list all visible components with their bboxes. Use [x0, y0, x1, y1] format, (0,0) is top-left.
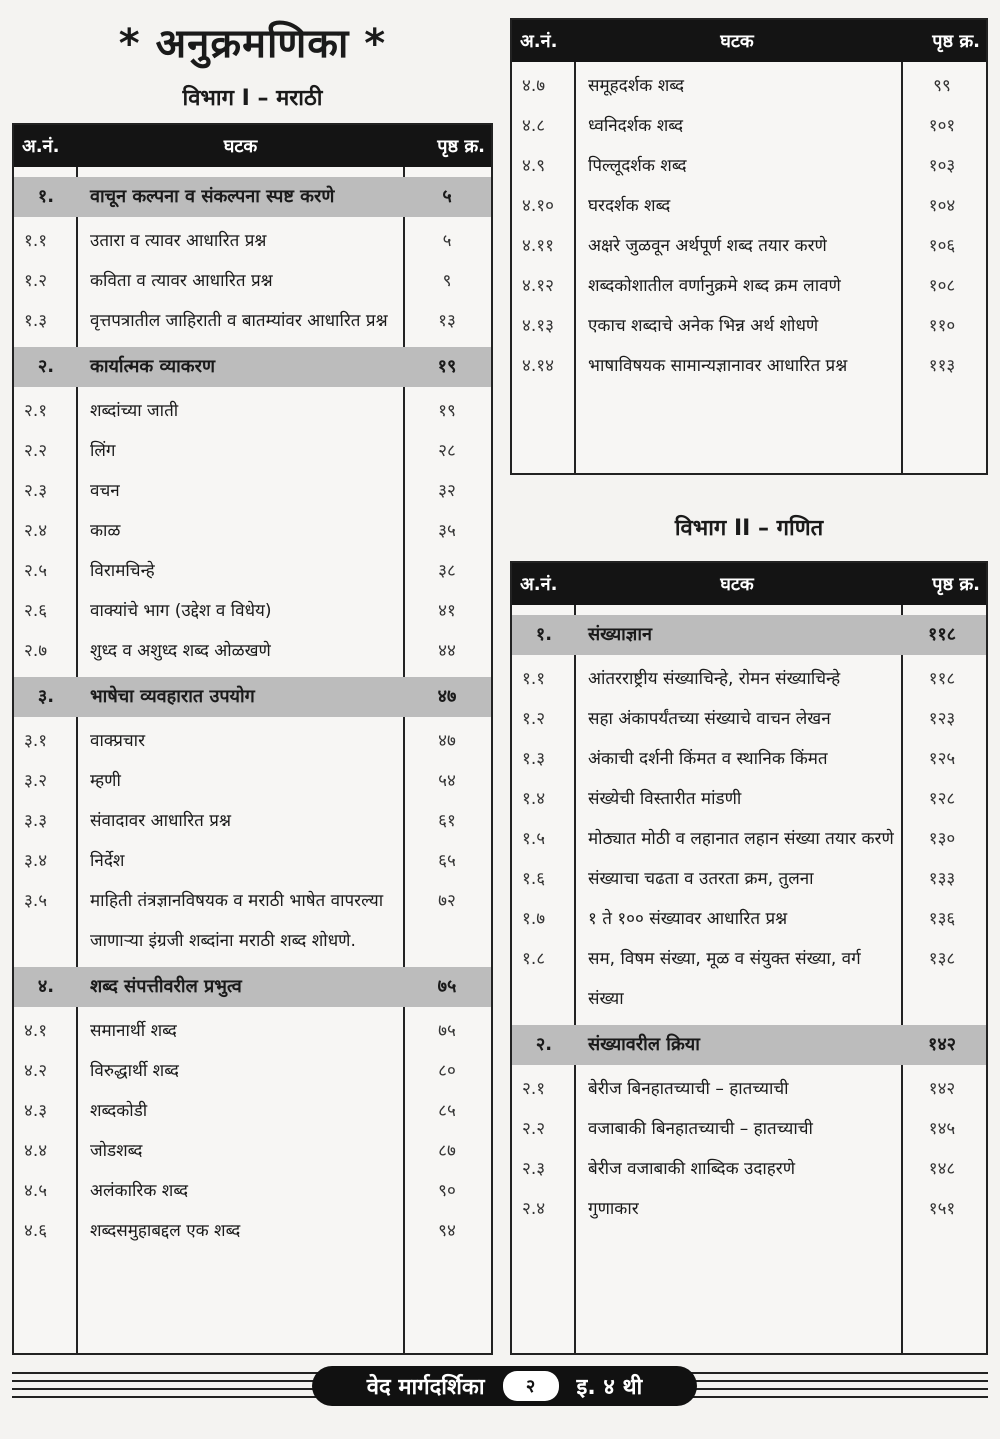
- item-title: संख्येची विस्तारीत मांडणी: [588, 789, 742, 809]
- table-header: [512, 563, 986, 605]
- item-number: ३.२: [24, 771, 48, 791]
- page-title: * अनुक्रमणिका *: [118, 21, 387, 67]
- item-page: १०१: [928, 116, 956, 136]
- section-2-title: विभाग II – गणित: [674, 516, 824, 541]
- item-page: २८: [438, 441, 456, 461]
- table-header: [14, 125, 491, 167]
- item-number: २.२: [24, 441, 48, 461]
- item-title: आंतरराष्ट्रीय संख्याचिन्हे, रोमन संख्याचिन्हे: [588, 669, 841, 689]
- item-number: ४.११: [522, 236, 554, 256]
- item-number: १.७: [522, 909, 546, 929]
- item-number: २.३: [24, 481, 48, 501]
- item-title: बेरीज वजाबाकी शाब्दिक उदाहरणे: [588, 1159, 796, 1179]
- item-page: १४२: [927, 1034, 957, 1055]
- item-title: सहा अंकापर्यंतच्या संख्याचे वाचन लेखन: [588, 709, 831, 729]
- header-topic: घटक: [720, 574, 754, 595]
- topic-row: [512, 939, 986, 1019]
- topic-row: [14, 551, 491, 591]
- item-title: अलंकारिक शब्द: [90, 1181, 189, 1201]
- item-title: बेरीज बिनहातच्याची – हातच्याची: [588, 1079, 789, 1099]
- topic-row: [14, 511, 491, 551]
- item-number: १.१: [522, 669, 546, 689]
- item-title: अक्षरे जुळवून अर्थपूर्ण शब्द तयार करणे: [588, 236, 827, 256]
- item-number: २.: [37, 356, 55, 377]
- topic-row: [512, 819, 986, 859]
- item-title: १ ते १०० संख्यावर आधारित प्रश्न: [588, 909, 788, 929]
- item-page: ५: [442, 231, 452, 251]
- item-title: वजाबाकी बिनहातच्याची – हातच्याची: [588, 1119, 813, 1139]
- footer-badge: [312, 1366, 697, 1406]
- topic-row: [14, 221, 491, 261]
- item-number: ४.८: [522, 116, 546, 136]
- item-title: म्हणी: [90, 771, 121, 791]
- item-title: वाचून कल्पना व संकल्पना स्पष्ट करणे: [90, 186, 335, 207]
- item-title: संख्यावरील क्रिया: [588, 1034, 700, 1055]
- topic-row: [512, 146, 986, 186]
- topic-row: [512, 1189, 986, 1229]
- item-page: ४७: [437, 686, 457, 707]
- item-page: ८५: [438, 1101, 456, 1121]
- topic-row: [14, 1211, 491, 1251]
- topic-row: [14, 261, 491, 301]
- topic-row: [512, 739, 986, 779]
- item-title: वाक्प्रचार: [90, 731, 146, 751]
- topic-row: [512, 1109, 986, 1149]
- item-title: वृत्तपत्रातील जाहिराती व बातम्यांवर आधारित प्रश्न: [90, 311, 388, 331]
- item-title: अंकाची दर्शनी किंमत व स्थानिक किंमत: [588, 749, 828, 769]
- item-title: घरदर्शक शब्द: [588, 196, 671, 216]
- topic-row: [14, 1131, 491, 1171]
- chapter-row: [512, 1025, 986, 1065]
- item-page: १०४: [928, 196, 956, 216]
- item-number: ३.४: [24, 851, 48, 871]
- item-page: १२८: [928, 789, 956, 809]
- topic-row: [512, 779, 986, 819]
- chapter-row: [14, 347, 491, 387]
- topic-row: [512, 106, 986, 146]
- toc-table-marathi: [12, 123, 493, 1355]
- item-page: ६५: [438, 851, 456, 871]
- item-title: विरुद्धार्थी शब्द: [90, 1061, 179, 1081]
- topic-row: [512, 899, 986, 939]
- item-page: ४४: [438, 641, 456, 661]
- item-title: काळ: [90, 521, 121, 541]
- item-title: सम, विषम संख्या, मूळ व संयुक्त संख्या, वर्ग संख्या: [588, 949, 861, 1009]
- item-page: १०८: [928, 276, 956, 296]
- item-page: ५: [442, 186, 452, 207]
- header-page: पृष्ठ क्र.: [932, 31, 980, 52]
- item-title: उतारा व त्यावर आधारित प्रश्न: [90, 231, 267, 251]
- item-number: ४.: [37, 976, 55, 997]
- item-title: भाषाविषयक सामान्यज्ञानावर आधारित प्रश्न: [588, 356, 848, 376]
- item-number: ४.१४: [522, 356, 554, 376]
- item-number: १.१: [24, 231, 48, 251]
- item-title: निर्देश: [90, 851, 125, 871]
- item-page: १९: [438, 401, 456, 421]
- item-number: ४.५: [24, 1181, 48, 1201]
- item-page: ३५: [438, 521, 456, 541]
- item-number: २.३: [522, 1159, 546, 1179]
- topic-row: [14, 431, 491, 471]
- topic-row: [512, 699, 986, 739]
- item-number: २.१: [522, 1079, 546, 1099]
- item-page: १४८: [928, 1159, 956, 1179]
- item-title: शब्दकोडी: [90, 1101, 148, 1121]
- item-number: ३.३: [24, 811, 48, 831]
- section-1-title: विभाग I – मराठी: [182, 86, 323, 111]
- header-page: पृष्ठ क्र.: [437, 136, 485, 157]
- item-title: माहिती तंत्रज्ञानविषयक व मराठी भाषेत वापरल्या जाणाऱ्या इंग्रजी शब्दांना मराठी शब्द शोधणे.: [90, 891, 384, 951]
- item-page: ६१: [438, 811, 456, 831]
- item-page: ८७: [438, 1141, 456, 1161]
- item-number: ४.४: [24, 1141, 48, 1161]
- item-page: ११३: [928, 356, 956, 376]
- item-title: लिंग: [90, 441, 116, 461]
- topic-row: [14, 391, 491, 431]
- item-title: एकाच शब्दाचे अनेक भिन्न अर्थ शोधणे: [588, 316, 819, 336]
- item-number: १.: [535, 624, 553, 645]
- item-page: ७२: [438, 891, 456, 911]
- topic-row: [512, 346, 986, 386]
- topic-row: [512, 266, 986, 306]
- item-title: शुध्द व अशुध्द शब्द ओळखणे: [90, 641, 271, 661]
- item-title: जोडशब्द: [90, 1141, 143, 1161]
- item-page: ३२: [438, 481, 456, 501]
- item-page: १३८: [928, 949, 956, 969]
- item-number: २.४: [522, 1199, 546, 1219]
- item-title: भाषेचा व्यवहारात उपयोग: [90, 686, 255, 707]
- item-page: १९: [437, 356, 457, 377]
- header-page: पृष्ठ क्र.: [932, 574, 980, 595]
- item-page: १३: [438, 311, 456, 331]
- item-page: ९: [442, 271, 452, 291]
- item-page: ११०: [928, 316, 956, 336]
- item-title: संख्याज्ञान: [588, 624, 652, 645]
- header-topic: घटक: [223, 136, 258, 157]
- item-title: कार्यात्मक व्याकरण: [90, 356, 215, 377]
- item-page: १५१: [928, 1199, 956, 1219]
- topic-row: [14, 301, 491, 341]
- item-title: संवादावर आधारित प्रश्न: [90, 811, 231, 831]
- item-page: ७५: [437, 976, 457, 997]
- header-no: अ.नं.: [22, 136, 60, 157]
- footer: [12, 1366, 988, 1408]
- item-page: ११८: [927, 624, 957, 645]
- item-number: २.२: [522, 1119, 546, 1139]
- item-page: ५४: [438, 771, 456, 791]
- item-number: १.५: [522, 829, 546, 849]
- item-number: १.४: [522, 789, 546, 809]
- item-number: २.५: [24, 561, 48, 581]
- item-page: ४७: [438, 731, 456, 751]
- item-page: १२३: [928, 709, 956, 729]
- item-number: ४.१२: [522, 276, 554, 296]
- item-page: ९०: [438, 1181, 456, 1201]
- item-page: १२५: [928, 749, 956, 769]
- item-title: विरामचिन्हे: [90, 561, 155, 581]
- topic-row: [14, 841, 491, 881]
- table-header: [512, 20, 986, 62]
- topic-row: [512, 186, 986, 226]
- item-number: २.६: [24, 601, 48, 621]
- item-number: १.२: [522, 709, 546, 729]
- item-page: ४१: [438, 601, 456, 621]
- item-page: ९४: [438, 1221, 456, 1241]
- chapter-row: [14, 967, 491, 1007]
- item-title: वचन: [90, 481, 120, 501]
- topic-row: [14, 1051, 491, 1091]
- item-page: १०३: [928, 156, 956, 176]
- chapter-row: [14, 177, 491, 217]
- grade-label: इ. ४ थी: [576, 1375, 643, 1400]
- item-number: २.१: [24, 401, 48, 421]
- toc-table-marathi-continued: [510, 18, 988, 475]
- item-page: ११८: [928, 669, 956, 689]
- item-title: कविता व त्यावर आधारित प्रश्न: [90, 271, 273, 291]
- topic-row: [14, 1011, 491, 1051]
- toc-table-ganit: [510, 561, 988, 1355]
- item-number: ४.९: [522, 156, 546, 176]
- item-page: १३३: [928, 869, 956, 889]
- item-page: ७५: [438, 1021, 456, 1041]
- table-body: [512, 62, 986, 473]
- item-number: ३.५: [24, 891, 48, 911]
- item-number: ४.६: [24, 1221, 48, 1241]
- topic-row: [14, 1091, 491, 1131]
- item-number: १.३: [24, 311, 48, 331]
- item-title: संख्याचा चढता व उतरता क्रम, तुलना: [588, 869, 814, 889]
- item-number: ४.१: [24, 1021, 48, 1041]
- item-page: ९९: [933, 76, 951, 96]
- topic-row: [512, 66, 986, 106]
- chapter-row: [14, 677, 491, 717]
- item-title: शब्द संपत्तीवरील प्रभुत्व: [90, 976, 242, 997]
- item-page: ३८: [438, 561, 456, 581]
- item-title: पिल्लूदर्शक शब्द: [588, 156, 687, 176]
- table-body: [14, 167, 491, 1353]
- item-title: वाक्यांचे भाग (उद्देश व विधेय): [90, 601, 272, 621]
- topic-row: [512, 306, 986, 346]
- topic-row: [14, 471, 491, 511]
- chapter-row: [512, 615, 986, 655]
- item-number: ४.१०: [522, 196, 554, 216]
- item-title: ध्वनिदर्शक शब्द: [588, 116, 683, 136]
- topic-row: [14, 881, 491, 961]
- topic-row: [14, 761, 491, 801]
- book-name: वेद मार्गदर्शिका: [366, 1375, 485, 1400]
- topic-row: [512, 1149, 986, 1189]
- item-number: २.४: [24, 521, 48, 541]
- item-number: २.: [535, 1034, 553, 1055]
- item-title: मोठ्यात मोठी व लहानात लहान संख्या तयार करणे: [588, 829, 894, 849]
- item-number: १.२: [24, 271, 48, 291]
- table-body: [512, 605, 986, 1353]
- item-page: १४५: [928, 1119, 956, 1139]
- topic-row: [14, 801, 491, 841]
- item-page: १३०: [928, 829, 956, 849]
- topic-row: [512, 859, 986, 899]
- item-title: समानार्थी शब्द: [90, 1021, 177, 1041]
- item-title: गुणाकार: [588, 1199, 639, 1219]
- item-title: शब्दसमुहाबद्दल एक शब्द: [90, 1221, 241, 1241]
- item-number: ४.२: [24, 1061, 48, 1081]
- topic-row: [512, 1069, 986, 1109]
- header-no: अ.नं.: [520, 31, 558, 52]
- item-number: ४.१३: [522, 316, 554, 336]
- item-number: २.७: [24, 641, 48, 661]
- item-number: ३.: [37, 686, 55, 707]
- item-number: १.: [37, 186, 55, 207]
- item-number: १.८: [522, 949, 546, 969]
- item-title: शब्दांच्या जाती: [90, 401, 179, 421]
- item-number: ४.७: [522, 76, 546, 96]
- topic-row: [14, 631, 491, 671]
- item-title: शब्दकोशातील वर्णानुक्रमे शब्द क्रम लावणे: [588, 276, 841, 296]
- item-number: १.३: [522, 749, 546, 769]
- item-page: १४२: [928, 1079, 956, 1099]
- item-page: १३६: [928, 909, 956, 929]
- item-page: १०६: [928, 236, 956, 256]
- topic-row: [512, 659, 986, 699]
- topic-row: [14, 1171, 491, 1211]
- header-no: अ.नं.: [520, 574, 558, 595]
- header-topic: घटक: [720, 31, 754, 52]
- page-number: २: [503, 1371, 559, 1401]
- item-number: ३.१: [24, 731, 48, 751]
- topic-row: [14, 591, 491, 631]
- item-page: ८०: [438, 1061, 456, 1081]
- topic-row: [14, 721, 491, 761]
- item-number: ४.३: [24, 1101, 48, 1121]
- item-title: समूहदर्शक शब्द: [588, 76, 684, 96]
- item-number: १.६: [522, 869, 546, 889]
- topic-row: [512, 226, 986, 266]
